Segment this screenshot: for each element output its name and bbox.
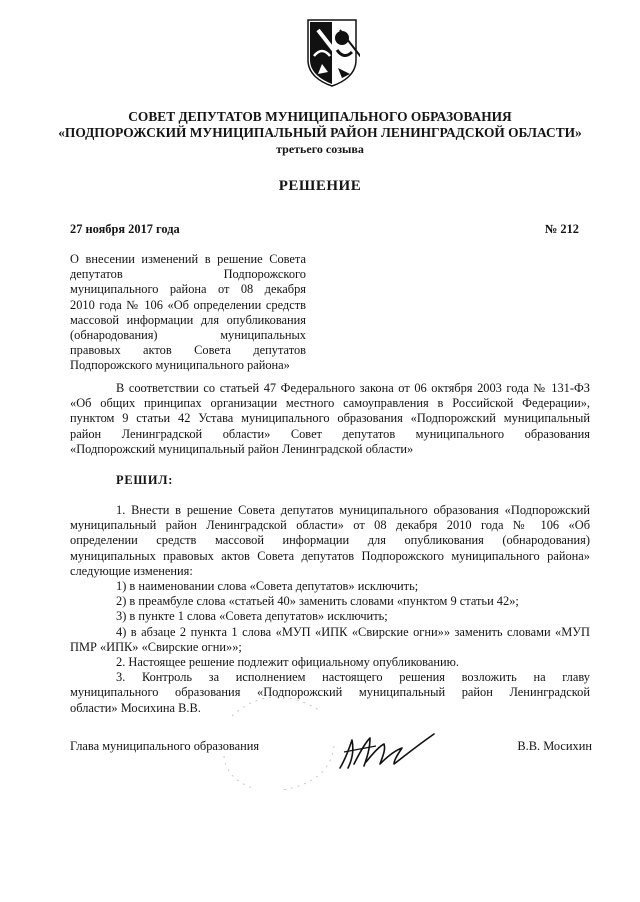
document-number: № 212 [544,222,579,236]
coat-of-arms-icon [304,16,360,88]
convocation: третьего созыва [276,142,364,156]
preamble-line: В соответствии со статьей 47 Федерального закона от 06 октября 2003 года № 131-ФЗ [116,381,590,395]
item-1-line: следующие изменения: [70,563,193,578]
item-1 [70,503,590,716]
council-name: СОВЕТ ДЕПУТАТОВ МУНИЦИПАЛЬНОГО ОБРАЗОВАНИЯ [128,109,512,124]
subject-line: О внесении изменений в решение Совета [70,252,306,266]
signatory-position: Глава муниципального образования [70,739,260,753]
subject-line: муниципального района от 08 декабря [70,282,306,297]
sub-item-4: ПМР «ИПК» «Свирские огни»»; [70,639,242,654]
subject-line: массовой информации для опубликования [70,312,306,327]
item-2: 2. Настоящее решение подлежит официальному опубликованию. [116,655,459,670]
subject-line: (обнародования) муниципальных [70,328,306,343]
sub-item-4: 4) в абзаце 2 пункта 1 слова «МУП «ИПК «Свирские огни»» заменить словами «МУП [116,624,590,639]
subject-line: 2010 года № 106 «Об определении средств [70,297,306,312]
handwritten-signature-icon [336,728,438,772]
document-title: РЕШЕНИЕ [278,178,362,194]
item-3-line: 3. Контроль за исполнением настоящего решения возложить на главу [116,670,590,685]
subject-line: Подпорожского муниципального района» [70,358,290,373]
sub-item-3: 3) в пункте 1 слова «Совета депутатов» исключить; [116,609,388,624]
item-3-line: области» Мосихина В.В. [70,700,201,715]
item-1-line: 1. Внести в решение Совета депутатов муниципального образования «Подпорожский [116,503,590,517]
district-name: «ПОДПОРОЖСКИЙ МУНИЦИПАЛЬНЫЙ РАЙОН ЛЕНИНГРАДСКОЙ ОБЛАСТИ» [58,125,582,140]
signatory-name: В.В. Мосихин [517,739,592,753]
preamble-line: «Об общих принципах организации местного самоуправления в Российской Федерации», [70,396,590,411]
preamble-line: «Подпорожский муниципальный район Ленинградской области» [70,441,414,456]
item-1-line: определении средств массовой информации для опубликования (обнародования) [70,533,590,548]
preamble-line: пунктом 9 статьи 42 Устава муниципального образования «Подпорожский муниципальный [70,411,590,426]
item-3-line: муниципального образования «Подпорожский муниципальный район Ленинградской [70,685,590,700]
sub-item-1: 1) в наименовании слова «Совета депутатов» исключить; [116,579,419,594]
item-1-line: муниципальный район Ленинградской области» от 08 декабря 2010 года № 106 «Об [70,518,590,533]
decision-subject [70,252,306,374]
sub-item-2: 2) в преамбуле слова «статьей 40» заменить словами «пунктом 9 статьи 42»; [116,594,519,609]
item-1-line: муниципальных правовых актов Совета депутатов Подпорожского муниципального района» [70,548,590,563]
document-date: 27 ноября 2017 года [70,222,180,236]
preamble [70,381,590,457]
decided-heading: РЕШИЛ: [116,473,174,487]
preamble-line: район Ленинградской области» Совет депутатов муниципального образования [70,426,590,441]
subject-line: депутатов Подпорожского [70,267,306,282]
subject-line: правовых актов Совета депутатов [70,343,306,358]
